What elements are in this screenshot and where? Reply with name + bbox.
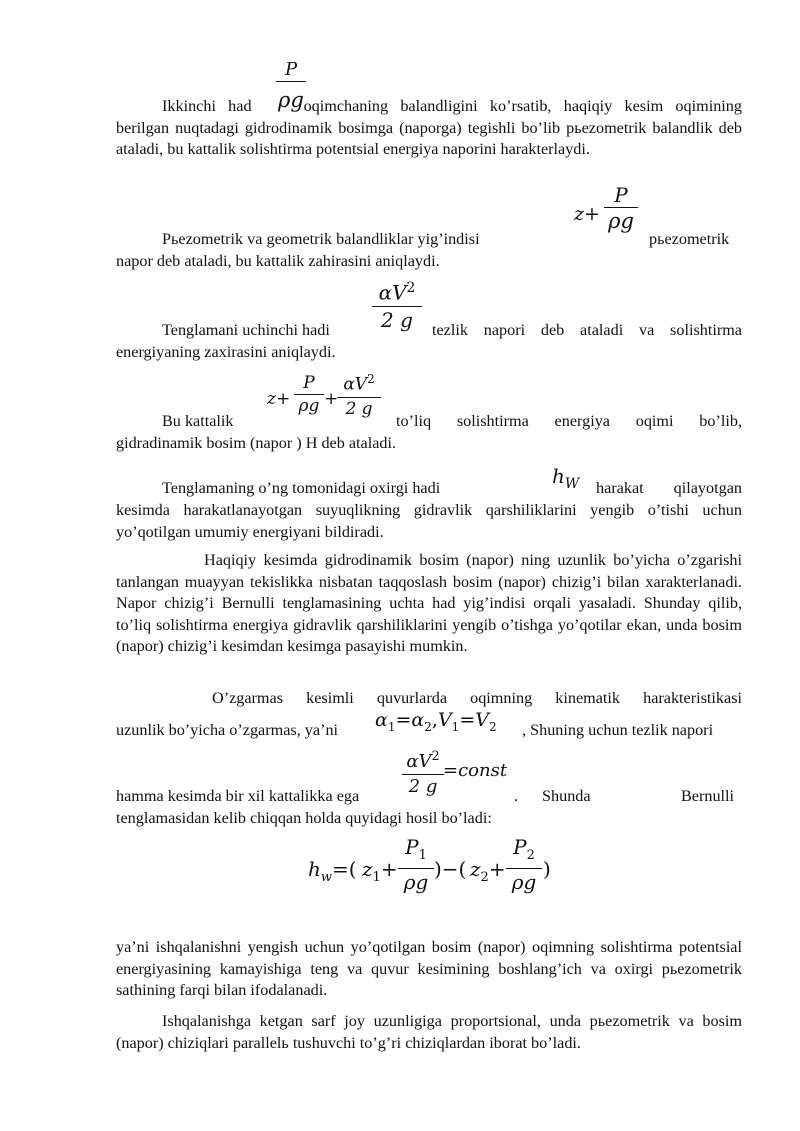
formula-const: =const — [443, 760, 508, 781]
paragraph-7-line2-lead: uzunlik bo’yicha o’zgarmas, ya’ni — [116, 721, 339, 739]
formula-total-velocity-fraction: $\alpha V^2$ 2 g — [337, 368, 381, 420]
formula-close: ) — [543, 857, 551, 881]
formula-minus: )−( — [434, 857, 467, 881]
paragraph-7-line4: tenglamasidan kelib chiqqan holda quyidagi hosil bo’ladi: — [116, 809, 492, 827]
paragraph-1: Ikkinchi had oqimchaning balandligini ko’rsatib, haqiqiy kesim oqimining berilgan nuqtadagi gidrodinamik bosimga (naporga) tegishli bo’lib pьezometrik balandlik deb ataladi, bu kattalik solishtirma potentsial energiya naporini harakterlaydi. — [116, 97, 742, 158]
paragraph-2-tail: pьezometrik — [649, 230, 730, 248]
paragraph-5-tail: harakat qilayotgan — [596, 479, 742, 497]
formula-z2: $z_2+$ — [470, 857, 506, 885]
formula-total-z: z+ — [267, 389, 291, 409]
paragraph-7-line3-bernulli: Bernulli — [681, 787, 735, 805]
formula-const-fraction: $\alpha V^2$ 2 g — [402, 744, 444, 798]
paragraph-4-line2: gidradinamik bosim (napor ) H deb ataladi. — [116, 434, 397, 452]
paragraph-3-tail: tezlik napori deb ataladi va solishtirma — [432, 321, 742, 339]
formula-p2-fraction: $P_2$ ρg — [506, 836, 542, 894]
formula-head-loss-symbol: $h_W$ — [552, 464, 580, 492]
formula-head-loss-lhs: $h_w=$( — [308, 857, 357, 885]
paragraph-7-line2-tail: , Shuning uchun tezlik napori — [522, 721, 714, 739]
paragraph-4-line1: Bu kattalik — [162, 412, 234, 430]
formula-z-plus: z+ — [574, 203, 600, 225]
formula-total-p-fraction: P ρg — [294, 374, 324, 417]
paragraph-2-line1: Pьezometrik va geometrik balandliklar yig’indisi — [162, 230, 480, 248]
formula-z1: $z_1+$ — [362, 857, 398, 885]
paragraph-9: Ishqalanishga ketgan sarf joy uzunligiga proportsional, unda pьezometrik va bosim (napor) chiziqlari parallelь tushuvchi to’g’ri chiziqlardan iborat bo’ladi. — [116, 1012, 742, 1052]
paragraph-8: ya’ni ishqalanishni yengish uchun yo’qotilgan bosim (napor) oqimning solishtirma potentsial energiyasining kamayishiga teng va quvur kesimining boshlang’ich va oxirgi pьezometrik sathining farqi bilan ifodalanadi. — [116, 938, 742, 999]
paragraph-6: Haqiqiy kesimda gidrodinamik bosim (napor) ning uzunlik bo’yicha o’zgarishi tanlangan muayyan tekislikka nisbatan taqqoslash bosim (napor) chizig’i bilan xarakterlanadi. Napor chizig’i Bernulli tenglamasining uchta had yig’indisi orqali yasaladi. Shunday qilib, to’liq solishtirma energiya gidravlik qarshiliklarini yengib o’tishga yo’qotilar ekan, unda bosim (napor) chizig’i kesimdan kesimga pasayishi mumkin. — [116, 551, 742, 655]
formula-rho-g: ρg — [278, 88, 304, 112]
paragraph-2-line2: napor deb ataladi, bu kattalik zahirasini aniqlaydi. — [116, 252, 440, 270]
paragraph-5-rest: kesimda harakatlanayotgan suyuqlikning gidravlik qarshiliklarini yengib o’tishi uchun yo’qotilgan umumiy energiyani bildiradi. — [116, 501, 742, 541]
formula-p1-fraction: $P_1$ ρg — [398, 836, 434, 894]
formula-p-over-rho-g: P — [276, 60, 306, 83]
paragraph-3-line2: energiyaning zaxirasini aniqlaydi. — [116, 343, 336, 361]
paragraph-7-line3-dot: . — [514, 787, 519, 805]
paragraph-7-line3: hamma kesimda bir xil kattalikka ega — [116, 787, 360, 805]
formula-equal-kinematics: $\alpha_1=\alpha_2,V_1=V_2$ — [375, 709, 497, 734]
paragraph-5-line1: Tenglamaning o’ng tomonidagi oxirgi hadi — [162, 479, 441, 497]
paragraph-7-line1: O’zgarmas kesimli quvurlarda oqimning kinematik harakteristikasi — [212, 689, 742, 707]
paragraph-7-line3-shunda: Shunda — [542, 787, 591, 805]
paragraph-4-tail: to’liq solishtirma energiya oqimi bo’lib, — [396, 412, 742, 430]
paragraph-3-line1: Tenglamani uchinchi hadi — [162, 321, 330, 339]
formula-velocity-head: $\alpha V^2$ 2 g — [372, 276, 422, 332]
formula-piezometric-fraction: P ρg — [604, 184, 638, 233]
formula-total-plus: + — [324, 389, 339, 409]
